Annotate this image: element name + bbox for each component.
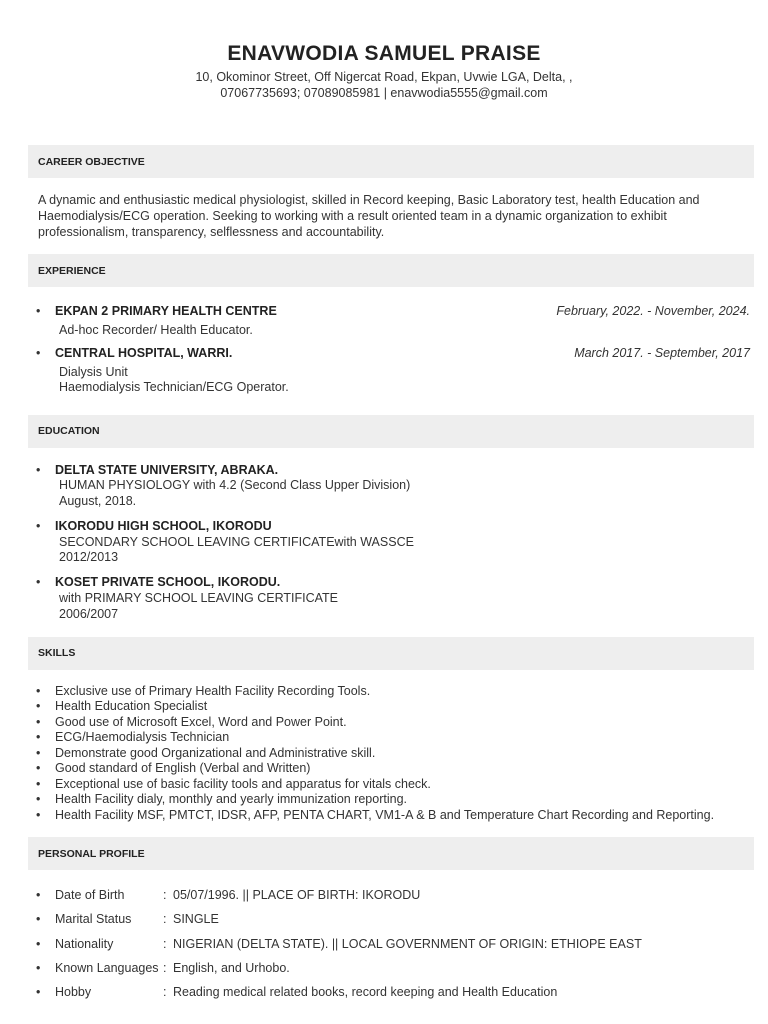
profile-value: 05/07/1996. || PLACE OF BIRTH: IKORODU bbox=[173, 888, 421, 903]
skill-item: • Health Education Specialist bbox=[28, 699, 754, 715]
skill-item: • Demonstrate good Organizational and Administrative skill. bbox=[28, 746, 754, 762]
skill-item: • Good standard of English (Verbal and Written) bbox=[28, 761, 754, 777]
experience-heading: EXPERIENCE bbox=[28, 254, 754, 287]
profile-value: Reading medical related books, record keeping and Health Education bbox=[173, 984, 558, 999]
education-school: • DELTA STATE UNIVERSITY, ABRAKA. bbox=[55, 462, 279, 477]
profile-row bbox=[28, 911, 754, 927]
skills-section bbox=[28, 637, 754, 838]
education-item bbox=[28, 575, 754, 622]
experience-item bbox=[28, 303, 754, 339]
profile-row bbox=[28, 960, 754, 976]
profile-row bbox=[28, 936, 754, 952]
education-year: August, 2018. bbox=[59, 494, 137, 509]
career-objective-heading: CAREER OBJECTIVE bbox=[28, 145, 754, 178]
profile-value: NIGERIAN (DELTA STATE). || LOCAL GOVERNMENT OF ORIGIN: ETHIOPE EAST bbox=[173, 936, 642, 951]
profile-label: • Nationality bbox=[55, 936, 114, 951]
personal-profile-heading: PERSONAL PROFILE bbox=[28, 837, 754, 870]
experience-list bbox=[28, 287, 754, 415]
education-list bbox=[28, 448, 754, 637]
personal-profile-section bbox=[28, 837, 754, 1000]
profile-row bbox=[28, 984, 754, 1000]
career-objective-text: A dynamic and enthusiastic medical physiologist, skilled in Record keeping, Basic Laboratory test, health Education and Haemodialysis/ECG operation. Seeking to working with a result oriented team in a dynamic organization to exhibit professionalism, transparency, selflessness and accountability. bbox=[38, 193, 700, 239]
candidate-name: ENAVWODIA SAMUEL PRAISE bbox=[227, 42, 541, 65]
skill-item: • Exceptional use of basic facility tools and apparatus for vitals check. bbox=[28, 777, 754, 793]
profile-colon: : bbox=[163, 984, 167, 999]
resume-header bbox=[0, 0, 768, 101]
profile-label: • Date of Birth bbox=[55, 888, 125, 903]
education-section bbox=[28, 415, 754, 637]
skills-list bbox=[28, 670, 754, 838]
profile-value: English, and Urhobo. bbox=[173, 960, 290, 975]
education-detail: with PRIMARY SCHOOL LEAVING CERTIFICATE bbox=[59, 591, 338, 606]
experience-section bbox=[28, 254, 754, 415]
skills-heading: SKILLS bbox=[28, 637, 754, 670]
experience-role: Haemodialysis Technician/ECG Operator. bbox=[59, 380, 289, 394]
education-year: 2012/2013 bbox=[59, 550, 119, 565]
profile-label: • Hobby bbox=[55, 984, 92, 999]
education-heading: EDUCATION bbox=[28, 415, 754, 448]
skill-item: • Health Facility dialy, monthly and yearly immunization reporting. bbox=[28, 792, 754, 808]
education-item bbox=[28, 519, 754, 566]
education-item bbox=[28, 463, 754, 510]
skill-item: • ECG/Haemodialysis Technician bbox=[28, 730, 754, 746]
education-detail: HUMAN PHYSIOLOGY with 4.2 (Second Class Upper Division) bbox=[59, 478, 411, 493]
profile-label: • Marital Status bbox=[55, 912, 132, 927]
experience-role: Ad-hoc Recorder/ Health Educator. bbox=[59, 323, 253, 337]
skill-item: • Exclusive use of Primary Health Facility Recording Tools. bbox=[28, 684, 754, 700]
contact-line: 07067735693; 07089085981 | enavwodia5555@gmail.com bbox=[220, 86, 548, 100]
experience-organization: • EKPAN 2 PRIMARY HEALTH CENTRE bbox=[55, 304, 277, 318]
profile-row bbox=[28, 887, 754, 903]
skill-item: • Health Facility MSF, PMTCT, IDSR, AFP, PENTA CHART, VM1-A & B and Temperature Chart Recording and Reporting. bbox=[28, 808, 754, 824]
education-detail: SECONDARY SCHOOL LEAVING CERTIFICATEwith WASSCE bbox=[59, 534, 414, 549]
experience-organization: • CENTRAL HOSPITAL, WARRI. bbox=[55, 345, 233, 360]
skill-item: • Good use of Microsoft Excel, Word and Power Point. bbox=[28, 715, 754, 731]
profile-value: SINGLE bbox=[173, 912, 219, 927]
profile-colon: : bbox=[163, 960, 167, 975]
experience-date: February, 2022. - November, 2024. bbox=[556, 304, 750, 318]
profile-colon: : bbox=[163, 912, 167, 927]
career-objective-section bbox=[28, 145, 754, 254]
education-year: 2006/2007 bbox=[59, 606, 119, 621]
experience-unit: Dialysis Unit bbox=[59, 364, 128, 379]
profile-label: • Known Languages bbox=[55, 960, 159, 975]
profile-colon: : bbox=[163, 936, 167, 951]
education-school: • KOSET PRIVATE SCHOOL, IKORODU. bbox=[55, 575, 281, 590]
profile-colon: : bbox=[163, 888, 167, 903]
experience-date: March 2017. - September, 2017 bbox=[574, 345, 750, 360]
address-line: 10, Okominor Street, Off Nigercat Road, Ekpan, Uvwie LGA, Delta, , bbox=[195, 70, 573, 84]
experience-item bbox=[28, 345, 754, 396]
profile-list bbox=[28, 870, 754, 1000]
education-school: • IKORODU HIGH SCHOOL, IKORODU bbox=[55, 518, 272, 533]
